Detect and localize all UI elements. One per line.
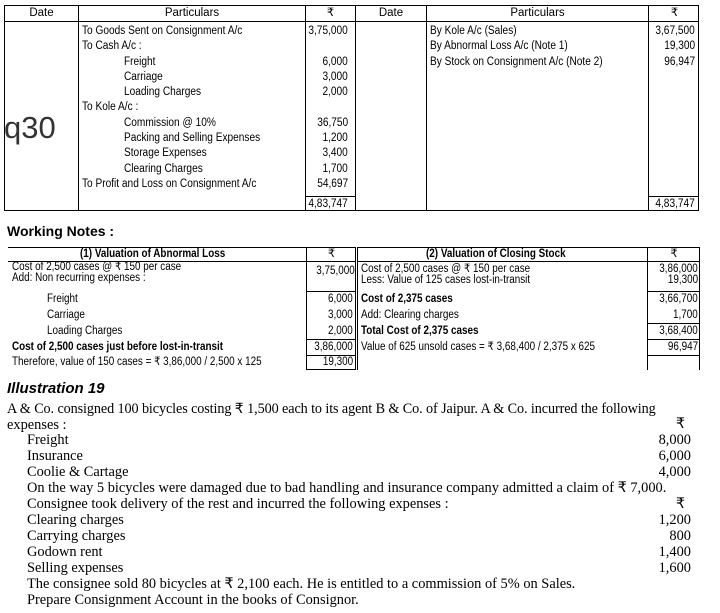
note2-amount: 1,700 (673, 309, 698, 321)
illustration-para1-line1: A & Co. consigned 100 bicycles costing ₹ 1,500 each to its agent B & Co. of Jaipur. A & Co. incurred the following (7, 401, 656, 417)
debit-amount: 3,000 (322, 71, 348, 83)
note2-line: Less: Value of 125 cases lost-in-transit (361, 274, 531, 286)
expense2-amount: 1,400 (658, 544, 691, 560)
note-rule (355, 247, 356, 370)
debit-line: Carriage (124, 71, 163, 83)
note2-line: Cost of 2,375 cases (361, 293, 453, 305)
expense2-label: Godown rent (27, 544, 103, 560)
header-amount-left: ₹ (326, 7, 335, 19)
ledger-rule (426, 6, 427, 210)
ledger-rule (648, 6, 649, 210)
header-particulars-right: Particulars (510, 7, 565, 19)
note1-title: (1) Valuation of Abnormal Loss (80, 248, 226, 260)
consignment-ledger (4, 5, 699, 211)
note-rule (699, 247, 700, 370)
note2-amount: 19,300 (667, 274, 698, 286)
illustration-title: Illustration 19 (7, 380, 105, 397)
note2-amount: 96,947 (667, 341, 698, 353)
expense2-label: Carrying charges (27, 528, 126, 544)
prepare-line: Prepare Consignment Account in the books of Consignor. (27, 592, 359, 608)
note1-line: Carriage (47, 309, 85, 321)
credit-amount: 3,67,500 (655, 25, 695, 37)
credit-line: By Stock on Consignment A/c (Note 2) (430, 56, 603, 68)
expense1-amount: 4,000 (658, 464, 691, 480)
header-date-left: Date (29, 7, 54, 19)
header-amount-right: ₹ (670, 7, 679, 19)
note1-amount: 3,86,000 (314, 341, 353, 353)
note1-line: Cost of 2,500 cases just before lost-in-transit (12, 341, 224, 353)
note1-line: Freight (47, 293, 78, 305)
expense2-label: Clearing charges (27, 512, 124, 528)
debit-amount: 1,700 (322, 163, 348, 175)
header-date-right: Date (378, 7, 404, 19)
note2-title: (2) Valuation of Closing Stock (426, 248, 566, 260)
expense2-amount: 1,200 (658, 512, 691, 528)
note-rule (306, 247, 307, 370)
note2-amount: 3,86,000 (659, 263, 698, 275)
debit-amount: 36,750 (317, 117, 348, 129)
ledger-header-rule (5, 21, 698, 22)
debit-line: Freight (124, 56, 156, 68)
debit-total: 4,83,747 (308, 198, 348, 210)
note2-amount: 3,66,700 (659, 293, 698, 305)
expense2-label: Selling expenses (27, 560, 124, 576)
handwritten-label: q30 (4, 110, 56, 145)
expense1-amount: 8,000 (658, 432, 691, 448)
note1-amount: 3,000 (328, 309, 353, 321)
note-rule (357, 247, 358, 370)
note1-line: Cost of 2,500 cases @ ₹ 150 per case (12, 261, 182, 273)
sale-line: The consignee sold 80 bicycles at ₹ 2,100 each. He is entitled to a commission of 5% on Sales. (27, 576, 576, 592)
note1-amount: 19,300 (322, 356, 353, 368)
illustration-para1-line2: expenses : (7, 417, 67, 433)
expense1-amount: 6,000 (658, 448, 691, 464)
debit-amount: 54,697 (317, 178, 348, 190)
credit-amount: 96,947 (664, 56, 695, 68)
note-rule (647, 355, 700, 356)
damage-line: On the way 5 bicycles were damaged due to bad handling and insurance company admitted a claim of ₹ 7,000. (27, 480, 667, 496)
note2-line: Cost of 2,500 cases @ ₹ 150 per case (361, 263, 531, 275)
credit-amount: 19,300 (664, 40, 695, 52)
expense1-label: Freight (27, 432, 69, 448)
debit-line: To Goods Sent on Consignment A/c (82, 25, 243, 37)
expense2-amount: 1,600 (658, 560, 691, 576)
note2-currency: ₹ (670, 248, 678, 260)
debit-amount: 2,000 (322, 86, 348, 98)
expenses1-currency: ₹ (675, 416, 685, 432)
note2-line: Total Cost of 2,375 cases (361, 325, 479, 337)
note1-currency: ₹ (327, 248, 336, 260)
debit-amount: 3,75,000 (308, 25, 348, 37)
ledger-rule (355, 6, 356, 210)
note2-line: Value of 625 unsold cases = ₹ 3,68,400 / 2,375 x 625 (361, 341, 596, 353)
debit-amount: 1,200 (322, 132, 348, 144)
debit-line: To Profit and Loss on Consignment A/c (82, 178, 257, 190)
debit-line: Storage Expenses (124, 147, 207, 159)
note-rule (647, 247, 648, 370)
note1-amount: 6,000 (328, 293, 353, 305)
note1-line: Add: Non recurring expenses : (12, 272, 146, 284)
note1-line: Therefore, value of 150 cases = ₹ 3,86,000 / 2,500 x 125 (12, 356, 262, 368)
note1-line: Loading Charges (47, 325, 123, 337)
ledger-rule (305, 6, 306, 210)
credit-line: By Kole A/c (Sales) (430, 25, 517, 37)
consignee-line: Consignee took delivery of the rest and incurred the following expenses : (27, 496, 449, 512)
note1-amount: 3,75,000 (316, 265, 355, 277)
debit-amount: 6,000 (322, 56, 348, 68)
debit-line: To Kole A/c : (82, 101, 139, 113)
note2-amount: 3,68,400 (659, 325, 698, 337)
debit-line: Loading Charges (124, 86, 202, 98)
expense2-amount: 800 (669, 528, 691, 544)
expenses2-currency: ₹ (675, 496, 685, 512)
note2-line: Add: Clearing charges (361, 309, 459, 321)
debit-line: Clearing Charges (124, 163, 203, 175)
credit-line: By Abnormal Loss A/c (Note 1) (430, 40, 568, 52)
ledger-rule (78, 6, 79, 210)
working-notes-title: Working Notes : (7, 223, 115, 239)
debit-line: To Cash A/c : (82, 40, 142, 52)
debit-line: Commission @ 10% (124, 117, 216, 129)
header-particulars-left: Particulars (164, 7, 220, 19)
debit-amount: 3,400 (322, 147, 348, 159)
note1-amount: 2,000 (328, 325, 353, 337)
expense1-label: Coolie & Cartage (27, 464, 129, 480)
expense1-label: Insurance (27, 448, 83, 464)
debit-line: Packing and Selling Expenses (124, 132, 261, 144)
credit-total: 4,83,747 (655, 198, 695, 210)
